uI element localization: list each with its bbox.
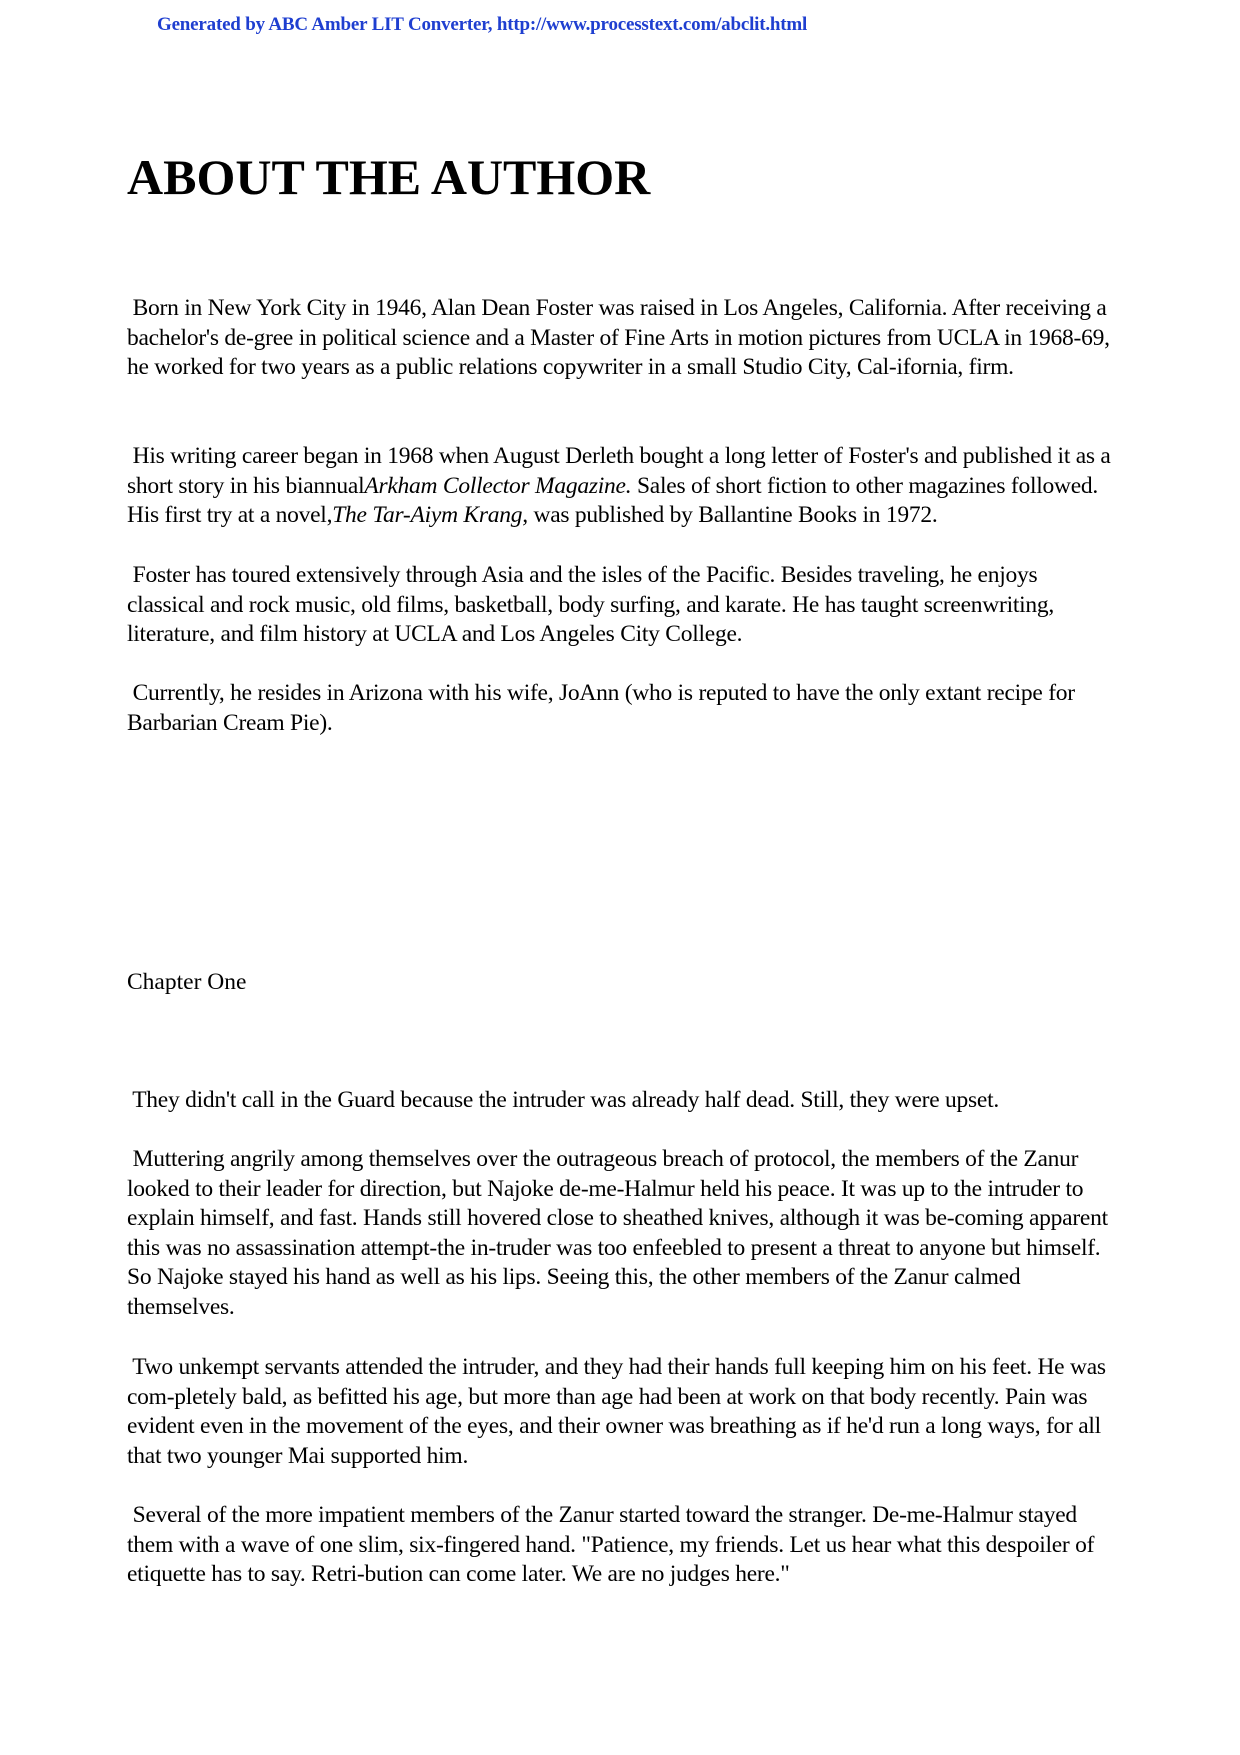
chapter-paragraph-1 (127, 1086, 1112, 1116)
page-title: ABOUT THE AUTHOR (127, 149, 651, 205)
about-paragraph-4-text: Currently, he resides in Arizona with his wife, JoAnn (who is reputed to have the only extant recipe for Barbarian Cream Pie). (127, 680, 1075, 736)
about-paragraph-2 (127, 442, 1112, 531)
chapter-paragraph-3 (127, 1353, 1112, 1471)
magazine-title: Arkham Collector Magazine. (364, 472, 632, 499)
converter-banner: Generated by ABC Amber LIT Converter, http://www.processtext.com/abclit.html (157, 14, 808, 35)
about-paragraph-1-text: Born in New York City in 1946, Alan Dean Foster was raised in Los Angeles, California. After receiving a bachelor's de-gree in political science and a Master of Fine Arts in motion pictures from UCLA in 1968-69, he worked for two years as a public relations copywriter in a small Studio City, Cal-ifornia, firm. (127, 295, 1110, 381)
about-paragraph-3-text: Foster has toured extensively through Asia and the isles of the Pacific. Besides traveling, he enjoys classical and rock music, old films, basketball, body surfing, and karate. He has taught screenwriting, literature, and film history at UCLA and Los Angeles City College. (127, 562, 1055, 648)
chapter-paragraph-4-text: Several of the more impatient members of the Zanur started toward the stranger. De-me-Halmur stayed them with a wave of one slim, six-fingered hand. "Patience, my friends. Let us hear what this despoiler of etiquette has to say. Retri-bution can come later. We are no judges here." (127, 1502, 1095, 1588)
chapter-paragraph-2 (127, 1145, 1112, 1323)
novel-title: The Tar-Aiym Krang, (332, 502, 528, 529)
about-paragraph-3 (127, 561, 1112, 650)
about-paragraph-1 (127, 294, 1112, 383)
chapter-paragraph-2-text: Muttering angrily among themselves over the outrageous breach of protocol, the members of the Zanur looked to their leader for direction, but Najoke de-me-Halmur held his peace. It was up to the intruder to explain himself, and fast. Hands still hovered close to sheathed knives, although it was be-coming apparent this was no assassination attempt-the in-truder was too enfeebled to present a threat to anyone but himself. So Najoke stayed his hand as well as his lips. Seeing this, the other members of the Zanur calmed themselves. (127, 1146, 1108, 1320)
about-paragraph-2-text: His writing career began in 1968 when August Derleth bought a long letter of Foster's and published it as a short story in his biannual (127, 443, 1111, 499)
chapter-paragraph-1-text: They didn't call in the Guard because the intruder was already half dead. Still, they were upset. (132, 1087, 1000, 1113)
about-paragraph-2-text-cont: Sales of short fiction to other magazines followed. His first try at a novel, (127, 472, 1099, 529)
about-paragraph-2-text-end: was published by Ballantine Books in 1972. (527, 502, 938, 529)
chapter-paragraph-4 (127, 1501, 1112, 1590)
chapter-paragraph-3-text: Two unkempt servants attended the intruder, and they had their hands full keeping him on his feet. He was com-pletely bald, as befitted his age, but more than age had been at work on that body recently. Pain was evident even in the movement of the eyes, and their owner was breathing as if he'd run a long ways, for all that two younger Mai supported him. (127, 1354, 1106, 1469)
about-paragraph-4 (127, 679, 1112, 738)
chapter-heading: Chapter One (127, 969, 247, 995)
